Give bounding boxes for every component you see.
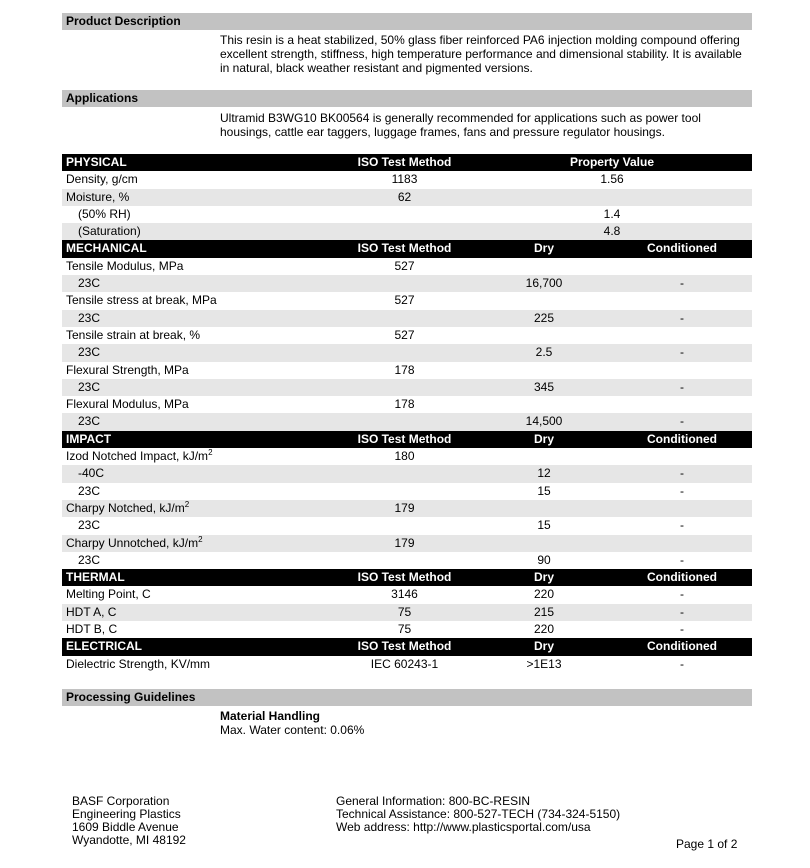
section-header-row (62, 240, 752, 257)
applications-text (220, 111, 750, 139)
table-row (62, 206, 752, 223)
property-value-column-header: Property Value (569, 155, 655, 169)
processing-guidelines-heading: Processing Guidelines (62, 689, 752, 706)
dry-value: 2.5 (535, 345, 553, 360)
property-label (66, 656, 210, 673)
dry-value: >1E13 (526, 656, 562, 671)
dry-value: 12 (537, 466, 551, 481)
table-row (62, 292, 752, 309)
material-handling-heading: Material Handling (220, 709, 321, 723)
table-row (62, 517, 752, 534)
property-label (78, 552, 100, 569)
dry-column-header: Dry (533, 570, 554, 585)
property-label-text: HDT A, C (66, 604, 117, 619)
dry-value: 225 (533, 310, 555, 325)
conditioned-value: - (680, 518, 684, 533)
conditioned-column-header: Conditioned (647, 570, 717, 585)
product-description-line: in natural, black weather resistant and pigmented versions. (220, 61, 533, 75)
superscript: 2 (184, 499, 190, 509)
table-row (62, 465, 752, 482)
property-label-text: Melting Point, C (66, 587, 151, 602)
dry-column-header: Dry (533, 241, 554, 256)
property-label-text: 23C (78, 518, 101, 533)
footer-address-line: 1609 Biddle Avenue (72, 820, 179, 834)
dry-value: 90 (537, 552, 551, 567)
property-label (66, 258, 183, 275)
table-row (62, 379, 752, 396)
applications-line: housings, cattle ear taggers, luggage frames, fans and pressure regulator housings. (220, 125, 665, 139)
dry-value: 16,700 (525, 276, 563, 291)
table-row (62, 413, 752, 430)
property-label (66, 500, 189, 517)
conditioned-value: - (680, 587, 684, 602)
property-label (66, 621, 117, 638)
physical-header-row (62, 154, 752, 171)
test-method: 527 (394, 293, 415, 308)
dry-value: 15 (537, 483, 551, 498)
dry-value: 220 (533, 622, 555, 637)
conditioned-value: - (680, 345, 684, 360)
test-method: 178 (394, 362, 415, 377)
dry-value: 15 (537, 518, 551, 533)
test-method: 179 (394, 500, 415, 515)
table-row (62, 483, 752, 500)
property-label-text: HDT B, C (66, 622, 118, 637)
conditioned-value: - (680, 310, 684, 325)
section-title: MECHANICAL (66, 241, 147, 256)
section-title: PHYSICAL (66, 155, 127, 169)
property-label-text: -40C (78, 466, 105, 481)
applications-heading: Applications (62, 90, 752, 107)
property-label-text: Tensile stress at break, MPa (66, 293, 217, 308)
property-label (66, 327, 200, 344)
property-value: 1.4 (603, 206, 621, 221)
footer-contact-line: General Information: 800-BC-RESIN (336, 794, 531, 808)
table-row (62, 275, 752, 292)
dry-column-header: Dry (533, 431, 554, 446)
section-header-row (62, 638, 752, 655)
product-description-line: This resin is a heat stabilized, 50% glass fiber reinforced PA6 injection molding compound offering (220, 33, 740, 47)
table-row (62, 500, 752, 517)
product-description-line: excellent strength, stiffness, high temperature performance and dimensional stability. It is available (220, 47, 742, 61)
property-value: 1.56 (600, 172, 624, 187)
properties-table (62, 154, 752, 673)
property-label-text: 23C (78, 414, 101, 429)
property-label (66, 362, 189, 379)
table-row (62, 396, 752, 413)
property-label-text: Flexural Modulus, MPa (66, 397, 189, 412)
table-row (62, 344, 752, 361)
test-method: 3146 (391, 587, 418, 602)
property-label-text: Charpy Notched, kJ/m (66, 500, 185, 515)
property-label (78, 413, 100, 430)
table-row (62, 656, 752, 673)
property-label (78, 465, 104, 482)
method-column-header: ISO Test Method (357, 570, 452, 585)
table-row (62, 189, 752, 206)
property-label-text: Tensile Modulus, MPa (66, 258, 184, 273)
property-label (66, 292, 217, 309)
table-row (62, 552, 752, 569)
test-method: 527 (394, 327, 415, 342)
applications-line: Ultramid B3WG10 BK00564 is generally recommended for applications such as power tool (220, 111, 701, 125)
footer-address-line: Wyandotte, MI 48192 (72, 833, 186, 847)
processing-text (220, 709, 750, 737)
property-label (78, 310, 100, 327)
test-method: 62 (397, 189, 412, 204)
test-method: 178 (394, 397, 415, 412)
table-row (62, 258, 752, 275)
method-column-header: ISO Test Method (357, 241, 452, 256)
water-content-text: Max. Water content: 0.06% (220, 723, 365, 737)
dry-value: 220 (533, 587, 555, 602)
conditioned-column-header: Conditioned (647, 639, 717, 654)
test-method: 179 (394, 535, 415, 550)
footer-contact-line: Web address: http://www.plasticsportal.com/usa (336, 820, 591, 834)
method-column-header: ISO Test Method (357, 155, 452, 169)
section-title: IMPACT (66, 431, 112, 446)
property-value: 4.8 (603, 224, 621, 239)
product-description-heading: Product Description (62, 13, 752, 30)
conditioned-value: - (680, 622, 684, 637)
table-row (62, 310, 752, 327)
conditioned-value: - (680, 604, 684, 619)
property-label-text: 23C (78, 379, 101, 394)
property-label (78, 275, 100, 292)
property-label-text: 23C (78, 552, 101, 567)
property-label-text: 23C (78, 483, 101, 498)
property-label (78, 483, 100, 500)
footer-address (72, 795, 186, 847)
method-column-header: ISO Test Method (357, 639, 452, 654)
conditioned-value: - (680, 656, 684, 671)
table-row (62, 535, 752, 552)
conditioned-column-header: Conditioned (647, 241, 717, 256)
property-label-text: Dielectric Strength, KV/mm (66, 656, 211, 671)
property-label-text: Charpy Unnotched, kJ/m (66, 535, 199, 550)
conditioned-value: - (680, 276, 684, 291)
table-row (62, 327, 752, 344)
section-title: THERMAL (66, 570, 125, 585)
footer-address-line: BASF Corporation (72, 794, 170, 808)
property-label: (50% RH) (78, 206, 131, 221)
test-method: 527 (394, 258, 415, 273)
property-label-text: Izod Notched Impact, kJ/m (66, 449, 209, 464)
test-method: 75 (397, 604, 412, 619)
conditioned-value: - (680, 552, 684, 567)
table-row (62, 362, 752, 379)
table-row (62, 604, 752, 621)
superscript: 2 (208, 448, 213, 458)
footer-contact (336, 795, 620, 834)
footer-address-line: Engineering Plastics (72, 807, 181, 821)
conditioned-value: - (680, 414, 684, 429)
property-label: (Saturation) (78, 224, 141, 239)
property-label (66, 448, 213, 465)
conditioned-value: - (680, 379, 684, 394)
dry-value: 345 (533, 379, 555, 394)
dry-value: 215 (533, 604, 555, 619)
superscript: 2 (198, 534, 203, 544)
test-method: 1183 (391, 172, 418, 187)
method-column-header: ISO Test Method (357, 431, 452, 446)
dry-column-header: Dry (533, 639, 554, 654)
section-title: ELECTRICAL (66, 639, 142, 654)
table-row (62, 223, 752, 240)
property-label-text: Tensile strain at break, % (66, 327, 201, 342)
conditioned-value: - (680, 466, 684, 481)
property-label (78, 344, 100, 361)
property-label (78, 379, 100, 396)
dry-value: 14,500 (525, 414, 563, 429)
property-label-text: 23C (78, 310, 101, 325)
property-label-text: Flexural Strength, MPa (66, 362, 189, 377)
page-number: Page 1 of 2 (676, 837, 738, 851)
product-description-text (220, 33, 750, 75)
conditioned-column-header: Conditioned (647, 431, 717, 446)
footer-contact-line: Technical Assistance: 800-527-TECH (734-324-5150) (336, 807, 621, 821)
test-method: 180 (394, 449, 415, 464)
table-row (62, 621, 752, 638)
property-label (66, 396, 189, 413)
property-label (66, 604, 116, 621)
property-label (78, 517, 100, 534)
conditioned-value: - (680, 483, 684, 498)
table-row (62, 448, 752, 465)
property-label: Density, g/cm (66, 172, 138, 187)
table-row (62, 586, 752, 603)
property-label: Moisture, % (66, 189, 130, 204)
property-label-text: 23C (78, 276, 101, 291)
section-header-row (62, 431, 752, 448)
property-label (66, 586, 151, 603)
property-label (66, 535, 203, 552)
test-method: 75 (397, 622, 412, 637)
test-method: IEC 60243-1 (370, 656, 439, 671)
section-header-row (62, 569, 752, 586)
table-row (62, 171, 752, 188)
property-label-text: 23C (78, 345, 101, 360)
